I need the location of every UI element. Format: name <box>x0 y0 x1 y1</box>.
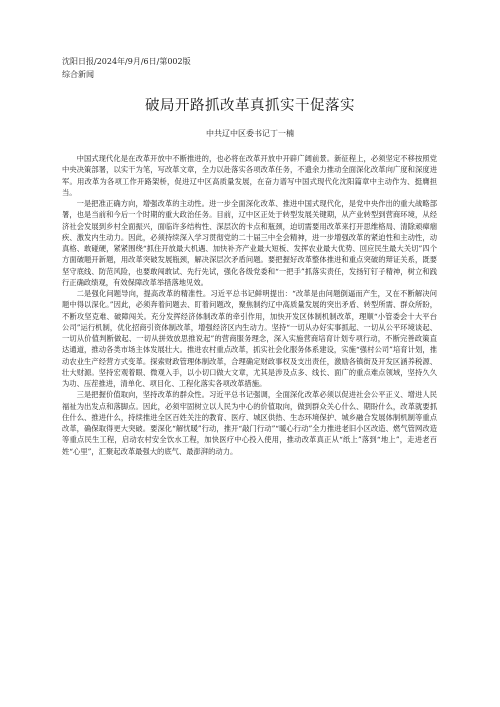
article-title: 破局开路抓改革真抓实干促落实 <box>145 98 355 114</box>
section-label: 综合新闻 <box>62 70 94 79</box>
paragraph-direction: 一是把准正确方向，增强改革的主动性。进一步全面深化改革、推进中国式现代化，是党中央作出的重大战略部署，也是当前和今后一个时期的重大政治任务。目前，辽中区正处于转型发展关键期，从产业转型到营商环境，从经济社会发展到乡村全面振兴，面临许多结构性、深层次的卡点和瓶颈，迫切需要用改革来打开思维格局、清除顽瘴痼疾、激发内生动力。因此，必须持续深入学习贯彻党的二十届三中全会精神，进一步增强改革的紧迫性和主动性，动真格、敢碰硬，紧紧围绕“抓住开放最大机遇、加快补齐产业最大短板、发挥农业最大优势、回应民生最大关切”四个方面破题开新题，用改革突破发展瓶颈，解决深层次矛盾问题。要把握好改革整体推进和重点突破的辩证关系，既要坚守底线、防范风险，也要敢闯敢试、先行先试，强化各级党委和“一把手”抓落实责任，发扬钉钉子精神，树立和践行正确政绩观，有效保障改革举措落地见效。 <box>62 199 437 287</box>
paragraph-intro: 中国式现代化是在改革开放中不断推进的，也必将在改革开放中开辟广阔前景。新征程上，必须坚定不移按照党中央决策部署，以实干为笔，写改革文章，全力以赴落实各项改革任务，不遗余力推动全面深化改革向广度和深度进军。用改革为各项工作开路架桥，促进辽中区高质量发展，在奋力谱写中国式现代化沈阳篇章中主动作为、挺膺担当。 <box>62 154 437 197</box>
paragraph-problem-oriented: 二是强化问题导向，提高改革的精准性。习近平总书记鲜明提出：“改革是由问题倒逼而产生，又在不断解决问题中得以深化。”因此，必须奔着问题去、盯着问题改，聚焦制约辽中高质量发展的突出矛盾、转型所需、群众所盼，不断攻坚克难、破障闯关。充分发挥经济体制改革的牵引作用，加快开发区体制机制改革，理顺“小管委会十大平台公司”运行机制，优化招商引资体制改革，增强经济区内生动力。坚持“一切从办好实事抓起、一切从公平环境谈起、一切从价值判断做起、一切从拼效放思推说起”的营商服务理念，深入实施营商培育计划专项行动，不断完善政策直达通道，推动各类市场主体发展壮大。推进农村重点改革，抓实社会化服务体系建设，实施“强村公司”培育计划，推动农业生产经营方式变革。探索财政管理体制改革，合理确定财政事权及支出责任，激励各镇街及开发区涵养税源、壮大财源。坚持宏观着眼、微观入手，以小切口做大文章，尤其是涉及点多、线长、面广的重点难点领域，坚持久久为功、压茬推进，清单化、项目化、工程化落实各项改革措施。 <box>62 289 437 388</box>
publication-source-line: 沈阳日报/2024年/9月/6日/第002版 <box>62 57 191 66</box>
paragraph-people-oriented: 三是把握价值取向，坚持改革的群众性。习近平总书记强调，全面深化改革必须以促进社会公平正义、增进人民福祉为出发点和落脚点。因此，必须牢固树立以人民为中心的价值取向，做到群众关心什么、期盼什么，改革就要抓住什么、推进什么，持续推进全区百姓关注的教育、医疗、城区供热、生态环境保护、城乡融合发展体制机制等重点改革，确保取得更大突破。要深化“解忧暖”行动，推开“敲门行动”“暖心行动”全力推进老旧小区改造、燃气管网改造等重点民生工程，启动农村安全饮水工程，加快医疗中心投入使用，推动改革真正从“纸上”落到“地上”，走进老百姓“心里”，汇聚起改革最强大的底气、最澎湃的动力。 <box>62 390 437 456</box>
article-body <box>62 153 437 457</box>
article-author: 中共辽中区委书记丁一楠 <box>206 129 294 138</box>
